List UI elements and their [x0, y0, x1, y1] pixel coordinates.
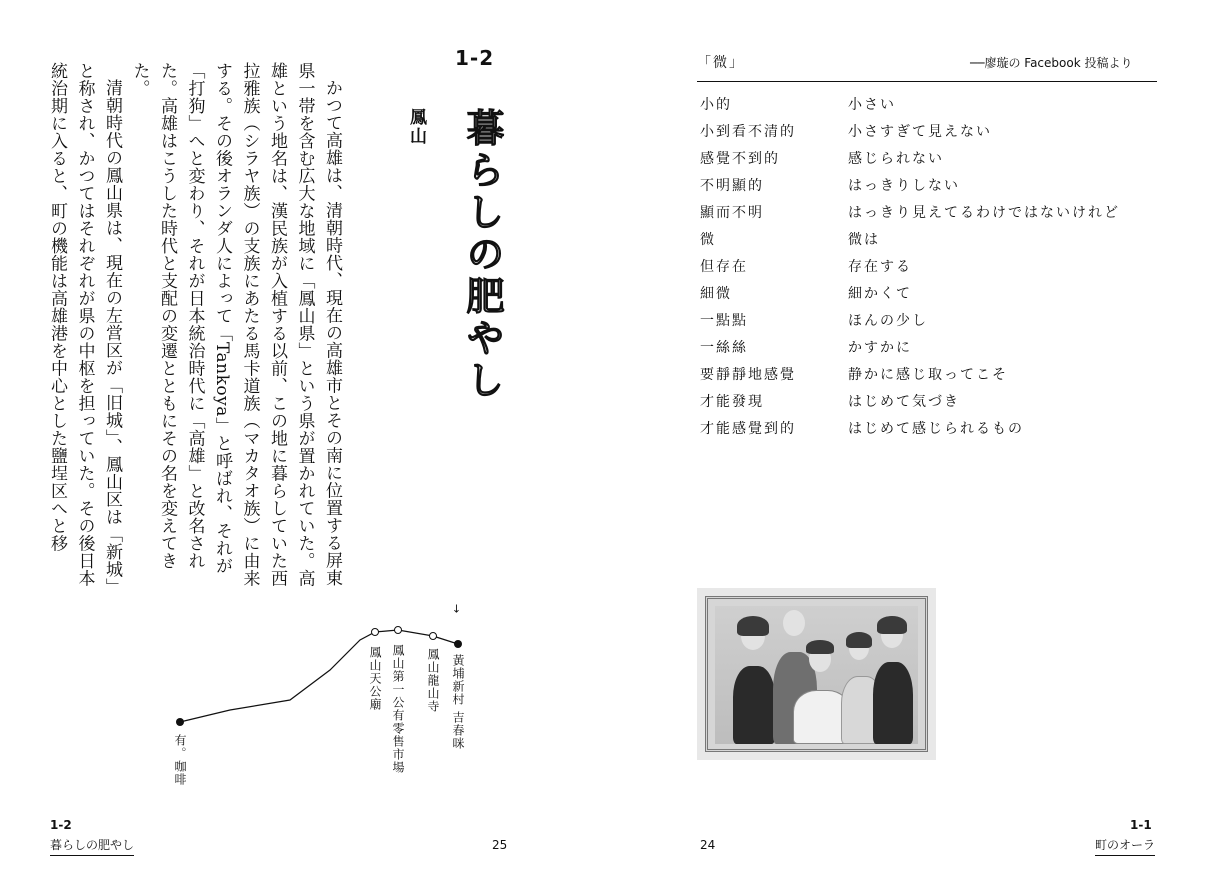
route-arrow: → — [450, 604, 463, 615]
poem-source: ──廖璇の Facebook 投稿より — [970, 56, 1133, 70]
stop-label-tiangong: 鳳山天公廟 — [368, 646, 382, 711]
gloss-japanese: 小さすぎて見えない — [848, 123, 992, 140]
gloss-chinese: 才能感覺到的 — [700, 420, 796, 437]
poem-heading: 「微」 — [697, 55, 745, 71]
gloss-japanese: はじめて感じられるもの — [848, 420, 1024, 437]
gloss-japanese: 微は — [848, 231, 880, 248]
page-number: 25 — [492, 838, 508, 852]
gloss-row — [700, 414, 1160, 441]
gloss-list — [700, 90, 1160, 441]
route-map — [150, 604, 480, 810]
gloss-chinese: 要靜靜地感覺 — [700, 366, 796, 383]
heading-rule — [697, 81, 1157, 82]
gloss-row — [700, 360, 1160, 387]
gloss-row — [700, 306, 1160, 333]
gloss-chinese: 小到看不清的 — [700, 123, 796, 140]
body-paragraph-2: 清朝時代の鳳山県は、現在の左営区が「旧城」、鳳山区は「新城」と称され、かつてはそれぞれが県の中枢を担っていた。その後日本統治期に入ると、町の機能は高雄港を中心とした鹽埕区へと移 — [47, 62, 122, 587]
footer-chapter-title: 暮らしの肥やし — [50, 836, 134, 856]
stop-label-huangpu: 黃埔新村 吉春咪 — [451, 654, 465, 750]
chapter-title: 暮らしの肥やし — [460, 108, 504, 402]
stop-label-cafe: 有。咖啡 — [173, 734, 187, 786]
gloss-row — [700, 279, 1160, 306]
gloss-chinese: 才能發現 — [700, 393, 764, 410]
gloss-chinese: 一點點 — [700, 312, 748, 329]
gloss-row — [700, 171, 1160, 198]
stop-label-market: 鳳山第一公有零售市場 — [391, 644, 405, 774]
gloss-japanese: 小さい — [848, 96, 896, 113]
stop-marker-cafe — [176, 718, 184, 726]
gloss-japanese: はっきり見えてるわけではないけれど — [848, 204, 1120, 221]
gloss-row — [700, 144, 1160, 171]
footer-chapter-number: 1-2 — [50, 818, 72, 832]
gloss-chinese: 感覺不到的 — [700, 150, 780, 167]
photo-scene — [715, 606, 918, 744]
body-paragraph-1: かつて高雄は、清朝時代、現在の高雄市とその南に位置する屏東県一帯を含む広大な地域に「鳳山県」という県が置かれていた。高雄という地名は、漢民族が入植する以前、この地に暮らしていた西拉雅族（シラヤ族）の支族にあたる馬卡道族（マカタオ族）に由来する。その後オランダ人によって「Tankoya」と呼ばれ、それが「打狗」へと変わり、それが日本統治時代に「高雄」と改名された。高雄はこうした時代と支配の変遷とともにその名を変えてきた。 — [129, 62, 342, 587]
gloss-chinese: 微 — [700, 231, 716, 248]
gloss-chinese: 但存在 — [700, 258, 748, 275]
footer-chapter-number-left: 1-1 — [1130, 818, 1152, 832]
gloss-row — [700, 90, 1160, 117]
area-name: 鳳山 — [406, 108, 426, 146]
gloss-japanese: 細かくて — [848, 285, 912, 302]
gloss-row — [700, 333, 1160, 360]
gloss-japanese: 感じられない — [848, 150, 944, 167]
group-photo — [697, 588, 936, 760]
gloss-row — [700, 198, 1160, 225]
footer-chapter-title-left: 町のオーラ — [1095, 836, 1155, 856]
gloss-japanese: 存在する — [848, 258, 912, 275]
gloss-chinese: 細微 — [700, 285, 732, 302]
gloss-row — [700, 117, 1160, 144]
gloss-row — [700, 252, 1160, 279]
gloss-chinese: 顯而不明 — [700, 204, 764, 221]
gloss-japanese: かすかに — [848, 339, 912, 356]
gloss-japanese: ほんの少し — [848, 312, 928, 329]
stop-marker-huangpu — [454, 640, 462, 648]
gloss-japanese: はじめて気づき — [848, 393, 960, 410]
stop-label-longshan: 鳳山龍山寺 — [426, 648, 440, 713]
gloss-chinese: 一絲絲 — [700, 339, 748, 356]
body-text — [45, 62, 345, 592]
page-number-left: 24 — [700, 838, 716, 852]
gloss-japanese: はっきりしない — [848, 177, 960, 194]
gloss-chinese: 不明顯的 — [700, 177, 764, 194]
gloss-row — [700, 225, 1160, 252]
gloss-chinese: 小的 — [700, 96, 732, 113]
chapter-number: 1-2 — [455, 46, 495, 70]
gloss-row — [700, 387, 1160, 414]
gloss-japanese: 静かに感じ取ってこそ — [848, 366, 1008, 383]
stop-marker-market — [395, 627, 402, 634]
stop-marker-longshan — [430, 633, 437, 640]
stop-marker-tiangong — [372, 629, 379, 636]
